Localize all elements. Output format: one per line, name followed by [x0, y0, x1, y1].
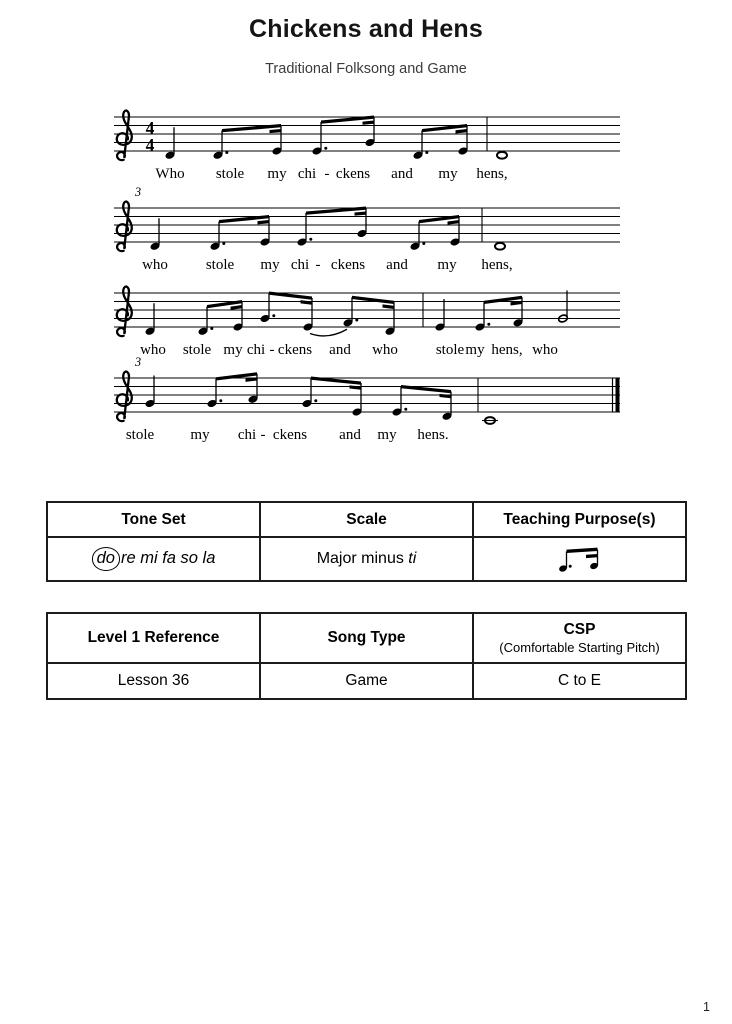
time-signature-digit: 4	[145, 118, 155, 138]
beam-16th	[363, 121, 375, 125]
sixteenth-note	[247, 394, 258, 404]
augmentation-dot	[309, 238, 312, 241]
csp-title: CSP	[563, 621, 596, 638]
treble-clef-icon	[117, 372, 132, 422]
augmentation-dot	[487, 323, 490, 326]
beam	[306, 207, 366, 215]
beam-16th	[355, 212, 367, 216]
song-type-value: Game	[260, 663, 473, 699]
lyric-syllable: who	[372, 342, 398, 358]
lyric-syllable: hens,	[481, 257, 513, 273]
whole-note	[497, 152, 507, 159]
augmentation-dot	[355, 318, 358, 321]
csp-subtitle: (Comfortable Starting Pitch)	[499, 640, 660, 655]
info-table-reference	[46, 612, 687, 700]
sixteenth-note	[441, 411, 452, 421]
dotted-eighth-note	[311, 146, 322, 156]
lyric-syllable: and	[339, 427, 361, 443]
music-system-1	[0, 101, 732, 195]
level-reference-value: Lesson 36	[47, 663, 260, 699]
sixteenth-note	[384, 326, 395, 336]
slur	[310, 329, 347, 336]
dotted-eighth-note	[301, 399, 312, 409]
sixteenth-note	[356, 229, 367, 239]
lyric-syllable: my	[437, 257, 457, 273]
lyric-syllable: my	[267, 166, 287, 182]
augmentation-dot	[222, 242, 225, 245]
lyric-syllable: my	[377, 427, 397, 443]
music-system-4	[0, 355, 732, 456]
beam-16th	[231, 305, 243, 310]
header-teaching-purposes: Teaching Purpose(s)	[473, 502, 686, 537]
lyric-syllable: chi	[297, 166, 317, 182]
lyric-syllable: ckens	[272, 427, 308, 443]
augmentation-dot	[219, 399, 222, 402]
beam	[419, 215, 459, 223]
lyric-syllable: my	[260, 257, 280, 273]
augmentation-dot	[425, 151, 428, 154]
dotted-eighth-note	[206, 399, 217, 409]
half-note	[558, 314, 569, 323]
lyric-syllable: -	[324, 166, 330, 182]
lyric-syllable: stole	[125, 427, 155, 443]
quarter-note	[434, 322, 445, 332]
lyric-syllable: -	[269, 342, 275, 358]
sixteenth-note	[457, 146, 468, 156]
beam	[222, 124, 281, 132]
circled-do: do	[92, 547, 120, 570]
dotted-eighth-note	[197, 326, 208, 336]
sixteenth-note	[259, 237, 270, 247]
lyric-syllable: ckens	[335, 166, 371, 182]
lyric-syllable: who	[142, 257, 168, 273]
solfa-text	[92, 549, 216, 567]
lyric-syllable: -	[260, 427, 266, 443]
teaching-purpose-value	[473, 537, 686, 581]
treble-clef-icon	[117, 287, 132, 337]
dotted-eighth-note	[409, 241, 420, 251]
lyric-syllable: stole	[435, 342, 465, 358]
dotted-eighth-note	[259, 314, 270, 324]
beam-16th	[301, 300, 313, 305]
treble-clef-icon	[117, 202, 132, 252]
scale-plain: Major minus	[316, 550, 409, 567]
sixteenth-note	[271, 146, 282, 156]
lyric-syllable: my	[465, 342, 485, 358]
lyric-syllable: chi	[246, 342, 266, 358]
dotted-eighth-note	[212, 150, 223, 160]
lyric-syllable: ckens	[330, 257, 366, 273]
beam	[269, 292, 312, 300]
dotted-eighth-note	[412, 150, 423, 160]
beam-16th	[270, 129, 282, 133]
page-number: 1	[703, 1000, 710, 1014]
treble-clef-icon	[117, 111, 132, 161]
augmentation-dot	[314, 399, 317, 402]
sixteenth-note	[351, 407, 362, 417]
sixteenth-note	[302, 322, 313, 332]
music-system-3	[0, 277, 732, 371]
header-scale: Scale	[260, 502, 473, 537]
scale-value	[260, 537, 473, 581]
dotted-eighth-note	[342, 318, 353, 328]
music-system-2	[0, 185, 732, 286]
whole-note	[495, 243, 505, 250]
lyric-syllable: stole	[205, 257, 235, 273]
lyric-syllable: ckens	[277, 342, 313, 358]
augmentation-dot	[422, 242, 425, 245]
dotted-eighth-note	[296, 237, 307, 247]
page-title: Chickens and Hens	[248, 15, 484, 43]
beam	[207, 300, 242, 308]
lyric-syllable: my	[190, 427, 210, 443]
csp-value: C to E	[473, 663, 686, 699]
whole-note	[485, 417, 495, 424]
beam	[352, 296, 394, 304]
lyric-syllable: who	[140, 342, 166, 358]
lyric-syllable: stole	[182, 342, 212, 358]
lyric-syllable: my	[438, 166, 458, 182]
beam	[219, 215, 269, 223]
quarter-note	[144, 326, 155, 336]
dotted-eighth-sixteenth-icon	[554, 543, 606, 575]
dotted-eighth-note	[209, 241, 220, 251]
augmentation-dot	[210, 327, 213, 330]
info-table-tone-scale	[46, 501, 687, 582]
beam	[484, 296, 522, 304]
beam-16th	[383, 304, 395, 309]
lyric-syllable: who	[532, 342, 558, 358]
beam-16th	[511, 301, 523, 306]
sixteenth-note	[512, 318, 523, 328]
header-tone-set: Tone Set	[47, 502, 260, 537]
quarter-note	[149, 241, 160, 251]
quarter-note	[164, 150, 175, 160]
lyric-syllable: hens,	[476, 166, 508, 182]
time-signature-digit: 4	[145, 135, 155, 155]
beam-16th	[350, 385, 362, 389]
augmentation-dot	[272, 314, 275, 317]
header-song-type: Song Type	[260, 613, 473, 663]
tone-set-value	[47, 537, 260, 581]
lyric-syllable: chi	[237, 427, 257, 443]
lyric-syllable: hens.	[417, 427, 449, 443]
sixteenth-note	[449, 237, 460, 247]
beam	[401, 385, 451, 393]
beam-16th	[440, 394, 452, 398]
lyric-syllable: stole	[215, 166, 245, 182]
dotted-eighth-note	[391, 407, 402, 417]
measure-number: 3	[134, 185, 142, 199]
sixteenth-note	[364, 138, 375, 148]
lyric-syllable: chi	[290, 257, 310, 273]
augmentation-dot	[225, 151, 228, 154]
augmentation-dot	[404, 408, 407, 411]
beam	[422, 124, 467, 132]
lyric-syllable: and	[329, 342, 351, 358]
lyric-syllable: my	[223, 342, 243, 358]
beam	[321, 116, 374, 124]
header-csp	[473, 613, 686, 663]
final-barline-thick	[616, 378, 620, 412]
dotted-eighth-note	[474, 322, 485, 332]
scale-italic: ti	[408, 550, 417, 567]
lyric-syllable: hens,	[491, 342, 523, 358]
beam-16th	[448, 220, 460, 225]
lyric-syllable: -	[315, 257, 321, 273]
measure-number: 3	[134, 355, 142, 369]
sixteenth-note	[232, 322, 243, 332]
header-level-reference: Level 1 Reference	[47, 613, 260, 663]
beam-16th	[456, 129, 468, 133]
lyric-syllable: and	[386, 257, 408, 273]
beam-16th	[246, 377, 258, 382]
solfa-rest: re mi fa so la	[120, 549, 216, 568]
lyric-syllable: and	[391, 166, 413, 182]
augmentation-dot	[324, 147, 327, 150]
lyric-syllable: Who	[155, 166, 185, 182]
quarter-note	[144, 399, 155, 409]
beam	[311, 377, 361, 385]
beam	[216, 372, 257, 380]
page-subtitle: Traditional Folksong and Game	[265, 61, 467, 77]
beam-16th	[258, 220, 270, 224]
